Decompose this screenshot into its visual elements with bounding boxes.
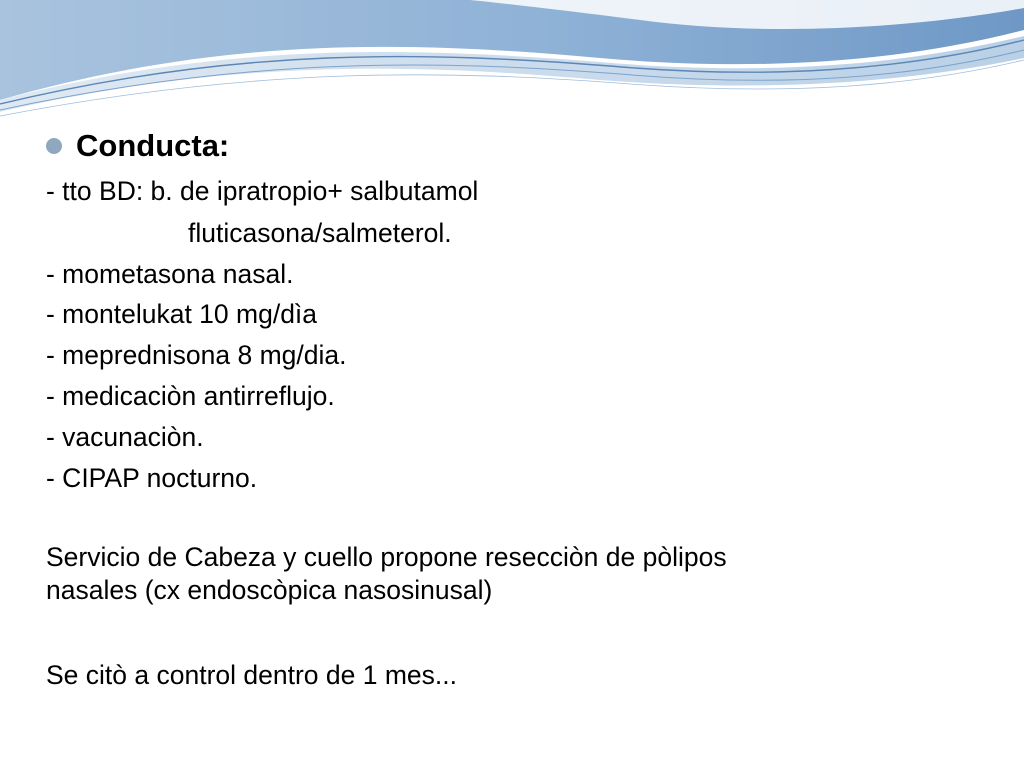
treatment-line: - meprednisona 8 mg/dia. [46,340,347,370]
circle-bullet-icon [46,138,62,154]
treatment-line: - CIPAP nocturno. [46,463,258,493]
followup-paragraph: Se citò a control dentro de 1 mes... [46,660,457,690]
heading-row [46,126,229,166]
treatment-line: fluticasona/salmeterol. [188,218,452,248]
treatment-line: - tto BD: b. de ipratropio+ salbutamol [46,176,479,206]
referral-paragraph-line: Servicio de Cabeza y cuello propone resecciòn de pòlipos [46,542,727,572]
treatment-line: - vacunaciòn. [46,422,204,452]
referral-paragraph-line: nasales (cx endoscòpica nasosinusal) [46,575,493,605]
treatment-line: - mometasona nasal. [46,259,294,289]
heading-conducta: Conducta: [76,128,230,163]
treatment-line: - medicaciòn antirreflujo. [46,381,335,411]
treatment-line: - montelukat 10 mg/dìa [46,299,318,329]
